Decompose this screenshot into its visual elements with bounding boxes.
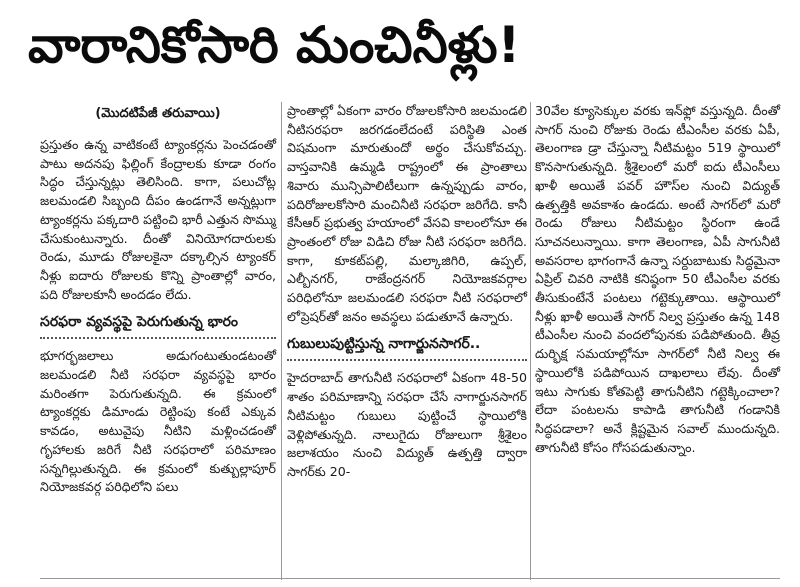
article-column-3	[535, 102, 780, 457]
continuation-note: (మొదటిపేజీ తరువాయి)	[95, 106, 221, 121]
paragraph: 30వేల క్యూసెక్కుల వరకు ఇన్‌ఫ్లో వస్తున్నది. దీంతో సాగర్ నుంచి రోజుకు రెండు టీఎంసీల వరకు ఏపీ, తెలంగాణ డ్రా చేస్తున్నా నీటిమట్టం 519 స్థాయిలో కొనసాగుతున్నది. శ్రీశైలంలో మరో ఐదు టీఎంసీలు ఖాళీ అయితే పవర్ హౌస్‌ల నుంచి విద్యుత్ ఉత్పత్తికి అవకాశం ఉండదు. అంటే సాగర్‌లో మరో రెండు రోజులు నీటిమట్టం స్థిరంగా ఉండే సూచనలున్నాయి. కాగా తెలంగాణ, ఏపీ సాగునీటి అవసరాల భాగంగానే ఉన్నా సర్దుబాటుకు సిద్ధమైనా ఏప్రిల్ చివరి నాటికి కనిష్ఠంగా 50 టీఎంసీల వరకు తీసుకుంటేనే పంటలు గట్టెక్కుతాయి. ఆస్థాయిలో నీళ్లు ఖాళీ అయితే సాగర్ నిల్వ ప్రస్తుతం ఉన్న 148 టీఎంసీల నుంచి వందలోపునకు పడిపోతుంది. తీవ్ర దుర్భిక్ష సమయాల్లోనూ సాగర్‌లో నీటి నిల్వ ఈ స్థాయిలోకి పడిపోయిన దాఖలాలు లేవు. దీంతో ఇటు సాగుకు కోతపెట్టి తాగునీటిని గట్టెక్కించాలా? లేదా పంటలను కాపాడి తాగునీటి గండానికి సిద్ధపడాలా? అనే క్లిష్టమైన సవాల్ ముందున్నది. తాగునీటి కోసం గోసపడుతున్నాం.	[535, 103, 780, 455]
headline: వారానికోసారి మంచినీళ్లు!	[28, 16, 521, 74]
column-divider	[281, 102, 282, 580]
paragraph: భూగర్భజలాలు అడుగంటుతుండటంతో జలమండలి నీటి సరఫరా వ్యవస్థపై భారం మరింతగా పెరుగుతున్నది. ఈ క్రమంలో ట్యాంకర్లకు డిమాండు రెట్టింపు కంటే ఎక్కువ కావడం, అటువైపు నీటిని మళ్లించడంతో గృహాలకు జరిగే నీటి సరఫరాలో పరిమాణం సన్నగిల్లుతున్నది. ఈ క్రమంలో కుత్బుల్లాపూర్ నియోజకవర్గ పరిధిలోని పలు	[40, 348, 276, 495]
paragraph: ప్రాంతాల్లో ఏకంగా వారం రోజులకోసారి జలమండలి నీటిసరఫరా జరగడంలేదంటే పరిస్థితి ఎంత విషమంగా మారుతుందో అర్థం చేసుకోవచ్చు. వాస్తవానికి ఉమ్మడి రాష్ట్రంలో ఈ ప్రాంతాలు శివారు మున్సిపాలిటీలుగా ఉన్నప్పుడు వారం, పదిరోజులకోసారి మంచినీటి సరఫరా జరిగేది. కానీ కేసీఆర్ ప్రభుత్వ హయాంలో వేసవి కాలంలోనూ ఈ ప్రాంతంలో రోజు విడిచి రోజు నీటి సరఫరా జరిగేది. కాగా, కూకట్‌పల్లి, మల్కాజిగిరి, ఉప్పల్, ఎల్బీనగర్, రాజేంద్రనగర్ నియోజకవర్గాల పరిధిలోనూ జలమండలి సరఫరా నీటి సరఫరాలో లోప్రెషర్‌తో జనం అవస్థలు పడుతూనే ఉన్నారు.	[287, 103, 527, 324]
subheading: గుబులుపుట్టిస్తున్న నాగార్జునసాగర్..	[287, 336, 527, 361]
paragraph: ప్రస్తుతం ఉన్న వాటికంటే ట్యాంకర్లను పెంచడంతో పాటు అదనపు ఫిల్లింగ్ కేంద్రాలకు కూడా రంగం సిద్ధం చేస్తున్నట్లు తెలిసింది. కాగా, పలుచోట్ల జలమండలి సిబ్బంది దీపం ఉండగానే అన్నట్లుగా ట్యాంకర్లను పక్కదారి పట్టించి భారీ ఎత్తున సొమ్ము చేసుకుంటున్నారు. దీంతో వినియోగదారులకు రెండు, మూడు రోజులకైనా దక్కాల్సిన ట్యాంకర్ నీళ్లు ఐదారు రోజులకు కొన్ని ప్రాంతాల్లో వారం, పది రోజులకూనీ అందడం లేదు.	[40, 137, 276, 302]
paragraph: హైదరాబాద్ తాగునీటి సరఫరాలో ఏకంగా 48-50 శాతం పరిమాణాన్ని సరఫరా చేసే నాగార్జునసాగర్ నీటిమట్టం గుబులు పుట్టించే స్థాయిలోకి వెళ్లిపోతున్నది. నాలుగైదు రోజులుగా శ్రీశైలం జలాశయం నుంచి విద్యుత్ ఉత్పత్తి ద్వారా సాగర్‌కు 20-	[287, 370, 527, 479]
article-column-1	[40, 102, 276, 497]
column-divider	[530, 102, 531, 580]
bottom-rule	[40, 578, 780, 579]
article-column-2	[287, 102, 527, 482]
subheading: సరఫరా వ్యవస్థపై పెరుగుతున్న భారం	[40, 314, 276, 339]
